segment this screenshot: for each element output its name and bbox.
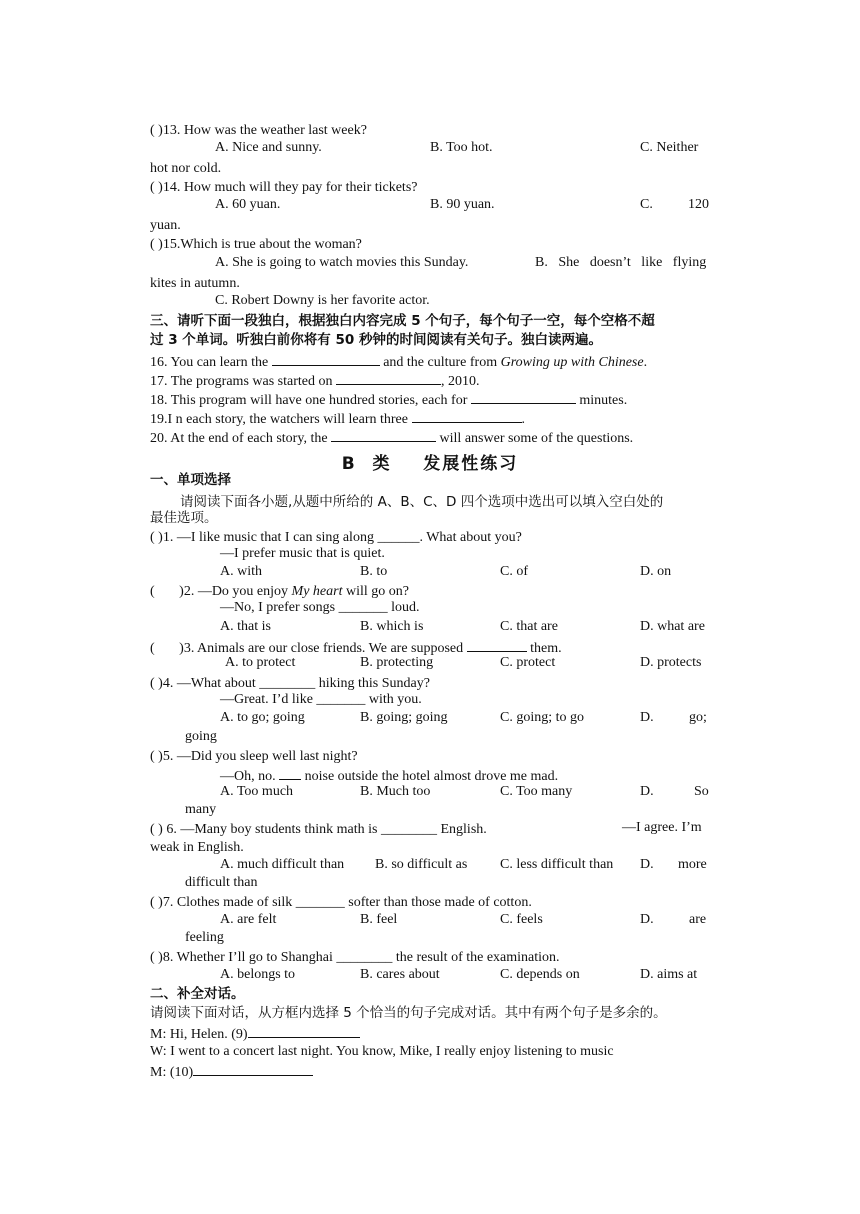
listening-q14-stem: ( )14. How much will they pay for their tickets? — [150, 180, 418, 195]
fill-q17 — [150, 370, 710, 389]
option-c-value: 120 — [688, 197, 709, 212]
option-c: C. feels — [500, 912, 543, 927]
mc-q3-stem — [150, 637, 710, 656]
q18-suffix: minutes. — [579, 393, 628, 408]
option-d-continued: feeling — [185, 930, 224, 945]
option-a: A. to protect — [225, 655, 296, 670]
q19-prefix: 19.I n each story, the watchers will learn three — [150, 412, 408, 427]
option-d-continued: going — [185, 729, 217, 744]
option-c: C. Neither — [640, 140, 699, 155]
option-d: D. aims at — [640, 967, 698, 982]
section-heading-continued: 过 3 个单词。听独白前你将有 50 秒钟的时间阅读有关句子。独白读两遍。 — [150, 332, 602, 348]
option-b: B. 90 yuan. — [430, 197, 495, 212]
mc-q6-stem: ( ) 6. —Many boy students think math is ________ English. — [150, 822, 487, 837]
q17-prefix: 17. The programs was started on — [150, 374, 333, 389]
option-d-letter: D. — [640, 784, 654, 799]
fill-q18 — [150, 389, 710, 408]
fill-q19 — [150, 408, 710, 427]
q2-prefix: ( )2. —Do you enjoy — [150, 584, 289, 599]
answer-blank[interactable] — [248, 1023, 360, 1038]
option-c: C. going; to go — [500, 710, 585, 725]
option-b: B. Too hot. — [430, 140, 493, 155]
section-heading: 一、单项选择 — [150, 472, 231, 488]
option-b-continued: kites in autumn. — [150, 276, 240, 291]
option-d: D. what are — [640, 619, 705, 634]
fill-q16 — [150, 351, 710, 370]
q20-suffix: will answer some of the questions. — [439, 431, 634, 446]
option-c: C. less difficult than — [500, 857, 614, 872]
option-a: A. Nice and sunny. — [215, 140, 322, 155]
mc-q7-stem: ( )7. Clothes made of silk _______ softer than those made of cotton. — [150, 895, 532, 910]
fill-q20 — [150, 427, 710, 446]
answer-blank[interactable] — [412, 408, 522, 423]
option-d-continued: many — [185, 802, 217, 817]
mc-q8-stem: ( )8. Whether I’ll go to Shanghai ________ the result of the examination. — [150, 950, 560, 965]
option-c: C. depends on — [500, 967, 580, 982]
option-a: A. are felt — [220, 912, 277, 927]
option-d-letter: D. — [640, 912, 654, 927]
reply-prefix: —Oh, no. — [220, 769, 276, 784]
q20-prefix: 20. At the end of each story, the — [150, 431, 328, 446]
answer-blank[interactable] — [279, 765, 301, 780]
reply: —I agree. I’m — [622, 820, 702, 835]
option-c: C. protect — [500, 655, 556, 670]
option-b: B. She doesn’t like flying — [535, 255, 707, 270]
option-d-value: go; — [689, 710, 707, 725]
q19-suffix: . — [521, 412, 525, 427]
option-a: A. to go; going — [220, 710, 305, 725]
q16-middle: and the culture from — [383, 355, 498, 370]
dialogue-line — [150, 1023, 710, 1042]
q2-suffix: will go on? — [345, 584, 409, 599]
option-d-letter: D. — [640, 857, 654, 872]
option-c: C. of — [500, 564, 528, 579]
part-b-title: B 类 发展性练习 — [341, 454, 519, 474]
option-b: B. going; going — [360, 710, 448, 725]
reply: —Great. I’d like _______ with you. — [220, 692, 422, 707]
option-d-continued: difficult than — [185, 875, 258, 890]
option-c: C. that are — [500, 619, 558, 634]
dialogue-line — [150, 1061, 710, 1080]
option-b: B. Much too — [360, 784, 431, 799]
option-b: B. protecting — [360, 655, 434, 670]
section-heading: 三、请听下面一段独白，根据独白内容完成 5 个句子，每个句子一空，每个空格不超 — [150, 313, 655, 329]
answer-blank[interactable] — [471, 389, 576, 404]
option-d: D. protects — [640, 655, 702, 670]
option-b: B. so difficult as — [375, 857, 468, 872]
q16-prefix: 16. You can learn the — [150, 355, 269, 370]
option-c: C. Too many — [500, 784, 573, 799]
option-c-letter: C. — [640, 197, 653, 212]
option-d-value: are — [689, 912, 707, 927]
stem-continued: weak in English. — [150, 840, 244, 855]
option-a: A. She is going to watch movies this Sunday. — [215, 255, 469, 270]
mc-q5-stem: ( )5. —Did you sleep well last night? — [150, 749, 358, 764]
dialogue-text: M: (10) — [150, 1065, 194, 1080]
option-d-value: more — [678, 857, 707, 872]
answer-blank[interactable] — [336, 370, 441, 385]
instructions: 请阅读下面各小题,从题中所给的 A、B、C、D 四个选项中选出可以填入空白处的 — [180, 494, 664, 510]
option-c-continued: hot nor cold. — [150, 161, 222, 176]
listening-q13-stem: ( )13. How was the weather last week? — [150, 123, 367, 138]
q16-suffix: . — [643, 355, 648, 370]
option-b: B. to — [360, 564, 388, 579]
option-c-continued: yuan. — [150, 218, 181, 233]
song-title: My heart — [291, 584, 343, 599]
option-a: A. much difficult than — [220, 857, 345, 872]
instructions-continued: 最佳选项。 — [150, 510, 218, 526]
option-a: A. Too much — [220, 784, 294, 799]
option-a: A. 60 yuan. — [215, 197, 281, 212]
mc-q1-stem: ( )1. —I like music that I can sing along ______. What about you? — [150, 530, 522, 545]
answer-blank[interactable] — [193, 1061, 313, 1076]
dialogue-text: M: Hi, Helen. (9) — [150, 1027, 248, 1042]
answer-blank[interactable] — [467, 637, 527, 652]
option-a: A. with — [220, 564, 262, 579]
mc-q2-stem — [150, 582, 710, 601]
q3-suffix: them. — [530, 641, 562, 656]
q3-prefix: ( )3. Animals are our close friends. We are supposed — [150, 641, 464, 656]
reply: —No, I prefer songs _______ loud. — [220, 600, 420, 615]
option-d-value: So — [694, 784, 709, 799]
mc-q4-stem: ( )4. —What about ________ hiking this Sunday? — [150, 676, 430, 691]
instructions: 请阅读下面对话，从方框内选择 5 个恰当的句子完成对话。其中有两个句子是多余的。 — [150, 1005, 667, 1021]
q17-suffix: , 2010. — [440, 374, 480, 389]
option-a: A. belongs to — [220, 967, 296, 982]
reply-suffix: noise outside the hotel almost drove me mad. — [304, 769, 559, 784]
option-b: B. cares about — [360, 967, 440, 982]
reply: —I prefer music that is quiet. — [220, 546, 385, 561]
option-b: B. which is — [360, 619, 424, 634]
answer-blank[interactable] — [272, 351, 380, 366]
option-b: B. feel — [360, 912, 398, 927]
option-d-letter: D. — [640, 710, 654, 725]
section-heading: 二、补全对话。 — [150, 986, 245, 1002]
option-c: C. Robert Downy is her favorite actor. — [215, 293, 430, 308]
q18-prefix: 18. This program will have one hundred stories, each for — [150, 393, 468, 408]
dialogue-line: W: I went to a concert last night. You know, Mike, I really enjoy listening to music — [150, 1044, 614, 1059]
answer-blank[interactable] — [331, 427, 436, 442]
option-d: D. on — [640, 564, 672, 579]
reply — [220, 765, 558, 785]
option-a: A. that is — [220, 619, 271, 634]
program-title: Growing up with Chinese — [500, 355, 644, 370]
listening-q15-stem: ( )15.Which is true about the woman? — [150, 237, 362, 252]
